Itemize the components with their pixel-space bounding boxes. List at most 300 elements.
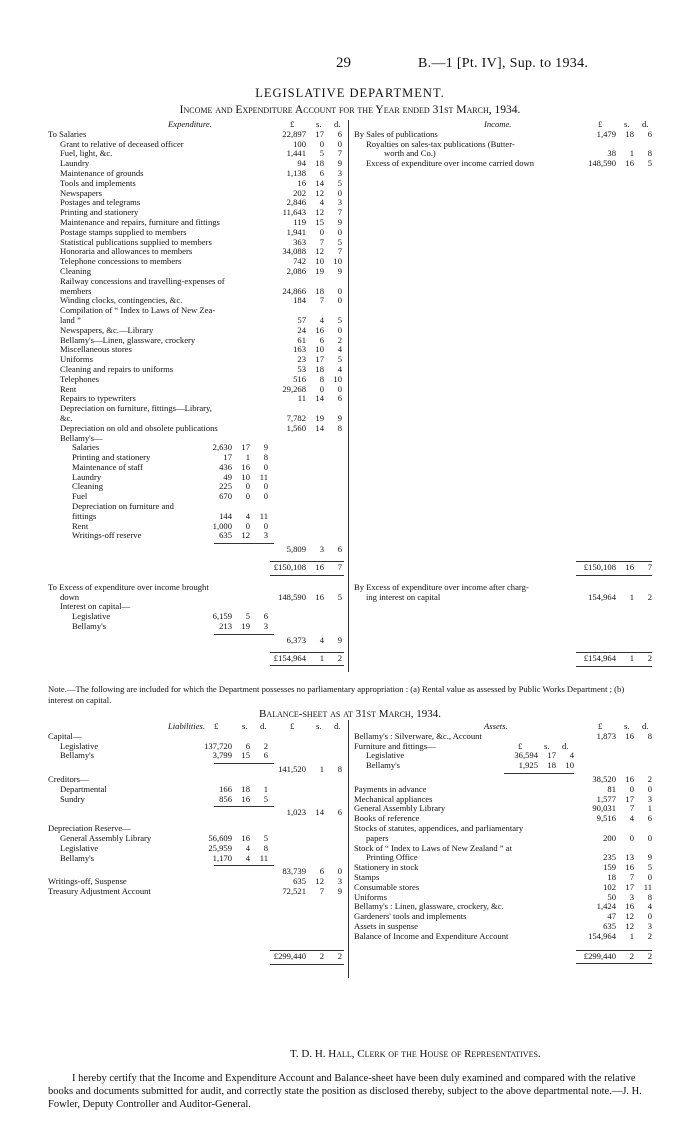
row-label: Treasury Adjustment Account bbox=[48, 885, 151, 896]
income-grand-rule-bottom bbox=[354, 664, 654, 668]
inner-amount-pounds: 25,959 bbox=[208, 842, 232, 853]
amount-pence: 7 bbox=[337, 148, 342, 159]
amount-pence: 8 bbox=[647, 891, 652, 902]
row-label: General Assembly Library bbox=[354, 803, 446, 814]
amount-pounds: £150,108 bbox=[273, 562, 306, 573]
row-label: papers bbox=[366, 832, 389, 843]
amount-pence: 0 bbox=[337, 187, 342, 198]
amount-pounds: 163 bbox=[293, 344, 306, 355]
amount-pounds: 53 bbox=[297, 363, 306, 374]
inner-amount-shillings: 19 bbox=[241, 621, 250, 632]
amount-pence: 0 bbox=[647, 911, 652, 922]
row-label: Payments in advance bbox=[354, 783, 427, 794]
amount-pence: 8 bbox=[337, 764, 342, 775]
inner-amount-pounds: 6,159 bbox=[212, 611, 232, 622]
amount-pounds: 154,964 bbox=[588, 591, 616, 602]
amount-pounds: 94 bbox=[297, 158, 306, 169]
amount-shillings: 18 bbox=[315, 363, 324, 374]
page-number: 29 bbox=[336, 55, 351, 71]
amount-shillings: 3 bbox=[319, 544, 324, 555]
inner-amount-shillings: 17 bbox=[547, 750, 556, 761]
inner-amount-pounds: 3,799 bbox=[212, 750, 232, 761]
row-label: Depreciation on furniture, fittings—Library, bbox=[60, 403, 212, 414]
income-excess-value-row bbox=[354, 593, 654, 603]
amount-pounds: 1,138 bbox=[286, 167, 306, 178]
rule-line bbox=[576, 963, 652, 964]
amount-shillings: 14 bbox=[315, 177, 324, 188]
row-label: Maintenance and repairs, furniture and fittings bbox=[60, 216, 220, 227]
amount-pence: 2 bbox=[647, 773, 652, 784]
capital-row bbox=[48, 751, 344, 761]
row-label: Tools and implements bbox=[60, 177, 136, 188]
amount-pounds: 24,866 bbox=[282, 285, 306, 296]
inner-amount-pounds: 56,609 bbox=[208, 832, 232, 843]
amount-shillings: 17 bbox=[625, 881, 634, 892]
row-label: Grant to relative of deceased officer bbox=[60, 138, 184, 149]
department-title: LEGISLATIVE DEPARTMENT. bbox=[255, 86, 445, 100]
amount-shillings: 17 bbox=[625, 793, 634, 804]
amount-pounds: 363 bbox=[293, 236, 306, 247]
amount-shillings: 1 bbox=[319, 764, 324, 775]
expenditure-column bbox=[48, 120, 344, 667]
amount-pence: 0 bbox=[337, 226, 342, 237]
row-label: Repairs to typewriters bbox=[60, 393, 136, 404]
inner-amount-pence: 4 bbox=[569, 750, 574, 761]
bellamys-row bbox=[48, 512, 344, 522]
amount-pence: 10 bbox=[333, 373, 342, 384]
amount-shillings: 1 bbox=[629, 930, 634, 941]
amount-pounds: 202 bbox=[293, 187, 306, 198]
amount-pence: 9 bbox=[337, 216, 342, 227]
rule-line bbox=[576, 575, 652, 576]
amount-shillings: 0 bbox=[319, 138, 324, 149]
amount-shillings: 7 bbox=[629, 803, 634, 814]
row-label: Cleaning bbox=[60, 265, 92, 276]
amount-shillings: 12 bbox=[315, 246, 324, 257]
amount-shillings: 4 bbox=[319, 197, 324, 208]
row-label: Bellamy's bbox=[72, 621, 107, 632]
inner-amount-shillings: 6 bbox=[245, 740, 250, 751]
amount-pounds: 2,086 bbox=[286, 265, 306, 276]
row-label: Maintenance of grounds bbox=[60, 167, 144, 178]
inner-amount-pounds: 17 bbox=[223, 452, 232, 463]
inner-amount-pence: 0 bbox=[263, 491, 268, 502]
rule-line bbox=[270, 964, 344, 965]
amount-pence: 9 bbox=[647, 852, 652, 863]
amount-pence: 0 bbox=[337, 295, 342, 306]
row-label: Stamps bbox=[354, 871, 380, 882]
amount-shillings: 0 bbox=[319, 383, 324, 394]
amount-pounds: £150,108 bbox=[583, 562, 616, 573]
amount-pounds: 90,031 bbox=[592, 803, 616, 814]
balance-divider bbox=[348, 720, 349, 978]
grand-total-rule-bottom bbox=[48, 663, 344, 667]
row-label: Salaries bbox=[72, 442, 100, 453]
row-label: Fuel bbox=[72, 491, 88, 502]
amount-shillings: 1 bbox=[629, 652, 634, 663]
amount-pence: 9 bbox=[337, 412, 342, 423]
amount-pence: 2 bbox=[647, 930, 652, 941]
amount-pounds: 11 bbox=[297, 393, 306, 404]
amount-pounds: 57 bbox=[297, 314, 306, 325]
row-label: Statistical publications supplied to members bbox=[60, 236, 212, 247]
income-total-row bbox=[354, 563, 654, 573]
account-title: Income and Expenditure Account for the Year ended 31st March, 1934. bbox=[179, 104, 521, 116]
currency-pounds: £ bbox=[598, 721, 603, 731]
liabilities-heading-row bbox=[48, 722, 344, 732]
amount-pounds: 2,846 bbox=[286, 197, 306, 208]
inner-amount-pence: 9 bbox=[263, 442, 268, 453]
amount-pounds: 9,516 bbox=[596, 813, 616, 824]
inner-amount-pounds: 2,630 bbox=[212, 442, 232, 453]
amount-shillings: 7 bbox=[319, 236, 324, 247]
amount-pence: 6 bbox=[337, 807, 342, 818]
asset-row bbox=[354, 932, 654, 942]
amount-pence: 2 bbox=[647, 652, 652, 663]
amount-pounds: £299,440 bbox=[273, 950, 306, 961]
row-label: Newspapers bbox=[60, 187, 102, 198]
amount-pence: 2 bbox=[337, 950, 342, 961]
row-label: Uniforms bbox=[60, 354, 93, 365]
row-label: Railway concessions and travelling-expenses of bbox=[60, 275, 225, 286]
inner-amount-pence: 1 bbox=[263, 783, 268, 794]
inner-amount-shillings: 17 bbox=[241, 442, 250, 453]
row-label: Cleaning and repairs to uniforms bbox=[60, 363, 174, 374]
interest-total-row bbox=[48, 636, 344, 646]
amount-pence: 2 bbox=[337, 334, 342, 345]
amount-shillings: 12 bbox=[315, 187, 324, 198]
amount-shillings: 6 bbox=[319, 334, 324, 345]
row-label: Legislative bbox=[60, 842, 99, 853]
amount-pence: 0 bbox=[337, 138, 342, 149]
income-row bbox=[354, 159, 654, 169]
amount-pence: 1 bbox=[647, 803, 652, 814]
amount-pounds: 1,560 bbox=[286, 422, 306, 433]
amount-shillings: 16 bbox=[625, 773, 634, 784]
amount-pence: 3 bbox=[337, 876, 342, 887]
currency-shillings: s. bbox=[316, 119, 322, 129]
amount-pounds: 159 bbox=[603, 862, 616, 873]
inner-amount-pence: 8 bbox=[263, 842, 268, 853]
amount-pounds: 23 bbox=[297, 354, 306, 365]
inner-amount-shillings: 0 bbox=[245, 491, 250, 502]
row-label: Sundry bbox=[60, 793, 85, 804]
amount-shillings: 16 bbox=[315, 562, 324, 573]
amount-pounds: 1,941 bbox=[286, 226, 306, 237]
row-label: Laundry bbox=[60, 158, 90, 169]
row-label: Consumable stores bbox=[354, 881, 420, 892]
inner-amount-pounds: 49 bbox=[223, 471, 232, 482]
amount-pounds: 102 bbox=[603, 881, 616, 892]
amount-shillings: 12 bbox=[315, 207, 324, 218]
row-label: Bellamy's— bbox=[60, 432, 103, 443]
spacer bbox=[48, 897, 344, 948]
row-label: Bellamy's—Linen, glassware, crockery bbox=[60, 334, 196, 345]
amount-pounds: 5,809 bbox=[286, 544, 306, 555]
row-label: Postage stamps supplied to members bbox=[60, 226, 187, 237]
inner-amount-pounds: 213 bbox=[219, 621, 232, 632]
amount-shillings: 18 bbox=[625, 128, 634, 139]
treasury-row bbox=[48, 887, 344, 897]
row-label: Laundry bbox=[72, 471, 102, 482]
row-label: Postages and telegrams bbox=[60, 197, 141, 208]
amount-shillings: 2 bbox=[629, 950, 634, 961]
amount-pounds: 1,023 bbox=[286, 807, 306, 818]
row-label: down bbox=[60, 591, 80, 602]
inner-amount-pounds: 670 bbox=[219, 491, 232, 502]
amount-shillings: 16 bbox=[315, 591, 324, 602]
amount-shillings: 12 bbox=[625, 911, 634, 922]
amount-pounds: 72,521 bbox=[282, 885, 306, 896]
inner-amount-shillings: 4 bbox=[245, 842, 250, 853]
inner-amount-shillings: 4 bbox=[245, 510, 250, 521]
amount-pence: 0 bbox=[647, 871, 652, 882]
amount-pence: 5 bbox=[647, 862, 652, 873]
amount-pounds: 141,520 bbox=[278, 764, 306, 775]
amount-shillings: 16 bbox=[625, 862, 634, 873]
amount-pence: 5 bbox=[647, 158, 652, 169]
inner-amount-pence: 11 bbox=[259, 852, 268, 863]
amount-shillings: 15 bbox=[315, 216, 324, 227]
amount-pence: 10 bbox=[333, 256, 342, 267]
amount-shillings: 17 bbox=[315, 354, 324, 365]
currency-pence: d. bbox=[334, 119, 341, 129]
row-label: Writings-off, Suspense bbox=[48, 876, 127, 887]
inner-amount-pence: 3 bbox=[263, 621, 268, 632]
account-divider bbox=[348, 120, 349, 672]
row-label: Bellamy's bbox=[366, 760, 401, 771]
inner-amount-pounds: 144 bbox=[219, 510, 232, 521]
amount-pounds: 47 bbox=[607, 911, 616, 922]
inner-amount-pounds: 166 bbox=[219, 783, 232, 794]
amount-pence: 9 bbox=[337, 265, 342, 276]
inner-amount-pounds: 1,000 bbox=[212, 520, 232, 531]
inner-amount-pounds: 225 bbox=[219, 481, 232, 492]
currency-shillings: s. bbox=[624, 721, 630, 731]
rule-line bbox=[214, 543, 274, 544]
row-label: Writings-off reserve bbox=[72, 530, 142, 541]
amount-pounds: 61 bbox=[297, 334, 306, 345]
amount-pence: 5 bbox=[337, 314, 342, 325]
inner-amount-shillings: 15 bbox=[241, 750, 250, 761]
row-label: Mechanical appliances bbox=[354, 793, 433, 804]
amount-shillings: 1 bbox=[629, 591, 634, 602]
inner-amount-pence: 5 bbox=[263, 793, 268, 804]
amount-shillings: 0 bbox=[629, 832, 634, 843]
row-label: Telephones bbox=[60, 373, 100, 384]
inner-amount-pounds: 1,170 bbox=[212, 852, 232, 863]
row-label: Legislative bbox=[366, 750, 405, 761]
amount-pounds: £154,964 bbox=[273, 652, 306, 663]
row-label: Miscellaneous stores bbox=[60, 344, 132, 355]
amount-pence: 3 bbox=[337, 167, 342, 178]
expenditure-heading: Expenditure. bbox=[168, 119, 212, 129]
liabilities-total-rule-bottom bbox=[48, 962, 344, 966]
row-label: &c. bbox=[60, 412, 73, 423]
row-label: Legislative bbox=[60, 740, 99, 751]
amount-pence: 0 bbox=[337, 324, 342, 335]
amount-pounds: 148,590 bbox=[588, 158, 616, 169]
liabilities-total-row bbox=[48, 952, 344, 962]
amount-pence: 6 bbox=[337, 544, 342, 555]
inner-amount-pence: 11 bbox=[259, 510, 268, 521]
amount-shillings: 6 bbox=[319, 866, 324, 877]
row-label: members bbox=[60, 285, 92, 296]
row-label: Bellamy's bbox=[60, 750, 95, 761]
row-label: Bellamy's bbox=[60, 852, 95, 863]
amount-pence: 2 bbox=[337, 652, 342, 663]
currency-pounds: £ bbox=[598, 119, 603, 129]
inner-amount-pence: 11 bbox=[259, 471, 268, 482]
inner-amount-pence: 0 bbox=[263, 520, 268, 531]
row-label: Rent bbox=[60, 383, 77, 394]
amount-pence: 7 bbox=[647, 562, 652, 573]
row-label: Cleaning bbox=[72, 481, 104, 492]
amount-pounds: 1,479 bbox=[596, 128, 616, 139]
row-label: Compilation of “ Index to Laws of New Zea- bbox=[60, 305, 216, 316]
amount-pounds: 184 bbox=[293, 295, 306, 306]
amount-shillings: 4 bbox=[319, 634, 324, 645]
amount-shillings: 14 bbox=[315, 422, 324, 433]
amount-shillings: 4 bbox=[319, 314, 324, 325]
expenditure-total-row bbox=[48, 563, 344, 573]
row-label: Furniture and fittings— bbox=[354, 740, 436, 751]
amount-pounds: 29,268 bbox=[282, 383, 306, 394]
row-label: Depreciation on furniture and bbox=[72, 501, 174, 512]
document-reference: B.—1 [Pt. IV], Sup. to 1934. bbox=[418, 56, 589, 71]
currency-shillings: s. bbox=[316, 721, 322, 731]
inner-amount-pence: 10 bbox=[565, 760, 574, 771]
income-column bbox=[354, 120, 654, 668]
rule-line bbox=[270, 665, 344, 666]
row-label: By Excess of expenditure over income after charg- bbox=[354, 581, 529, 592]
amount-shillings: 16 bbox=[315, 324, 324, 335]
inner-amount-shillings: 5 bbox=[245, 611, 250, 622]
inner-amount-pounds: 1,925 bbox=[518, 760, 538, 771]
amount-pounds: 11,643 bbox=[282, 207, 306, 218]
creditors-total-row bbox=[48, 808, 344, 818]
expenditure-total-rule-bottom bbox=[48, 573, 344, 577]
amount-pounds: 1,424 bbox=[596, 901, 616, 912]
row-label: Printing Office bbox=[366, 852, 418, 863]
amount-pence: 0 bbox=[337, 285, 342, 296]
bellamys-row bbox=[48, 482, 344, 492]
currency-pence: d. bbox=[642, 119, 649, 129]
amount-pence: 11 bbox=[643, 881, 652, 892]
creditors-row bbox=[48, 785, 344, 795]
rule-line bbox=[576, 666, 652, 667]
row-label: land ” bbox=[60, 314, 81, 325]
amount-pounds: 34,088 bbox=[282, 246, 306, 257]
amount-shillings: 0 bbox=[319, 226, 324, 237]
capital-total-row bbox=[48, 765, 344, 775]
row-label: Depreciation on old and obsolete publications bbox=[60, 422, 218, 433]
row-label: General Assembly Library bbox=[60, 832, 152, 843]
amount-shillings: 19 bbox=[315, 412, 324, 423]
amount-pence: 9 bbox=[337, 634, 342, 645]
amount-pounds: 635 bbox=[293, 876, 306, 887]
rule-line bbox=[504, 773, 574, 774]
inner-amount-pounds: 36,594 bbox=[514, 750, 538, 761]
amount-pence: 6 bbox=[337, 128, 342, 139]
amount-pence: 3 bbox=[337, 197, 342, 208]
row-label: By Sales of publications bbox=[354, 128, 438, 139]
amount-pounds: 635 bbox=[603, 920, 616, 931]
amount-pounds: 154,964 bbox=[588, 930, 616, 941]
amount-pounds: 1,873 bbox=[596, 730, 616, 741]
row-label: Gardeners' tools and implements bbox=[354, 911, 467, 922]
inner-amount-pence: 8 bbox=[263, 452, 268, 463]
rule-line bbox=[214, 763, 274, 764]
income-heading: Income. bbox=[484, 119, 512, 129]
bellamys-total-row bbox=[48, 545, 344, 555]
amount-pence: 0 bbox=[647, 783, 652, 794]
amount-pounds: 1,441 bbox=[286, 148, 306, 159]
amount-pounds: 7,782 bbox=[286, 412, 306, 423]
row-label: Books of reference bbox=[354, 813, 420, 824]
assets-heading: Assets. bbox=[484, 721, 508, 731]
row-label: Stocks of statutes, appendices, and parliamentary bbox=[354, 822, 524, 833]
amount-shillings: 12 bbox=[625, 920, 634, 931]
liabilities-heading: Liabilities. bbox=[168, 721, 206, 731]
amount-pounds: 38 bbox=[607, 148, 616, 159]
amount-shillings: 14 bbox=[315, 393, 324, 404]
currency-pounds: £ bbox=[518, 740, 523, 751]
inner-amount-pence: 0 bbox=[263, 461, 268, 472]
amount-pounds: 1,577 bbox=[596, 793, 616, 804]
amount-shillings: 2 bbox=[319, 950, 324, 961]
furniture-row bbox=[354, 761, 654, 771]
amount-pounds: 38,520 bbox=[592, 773, 616, 784]
row-label: Newspapers, &c.—Library bbox=[60, 324, 154, 335]
amount-pence: 8 bbox=[647, 730, 652, 741]
inner-amount-pence: 3 bbox=[263, 530, 268, 541]
inner-amount-pounds: 635 bbox=[219, 530, 232, 541]
inner-amount-pounds: 137,720 bbox=[204, 740, 232, 751]
amount-pence: 4 bbox=[647, 901, 652, 912]
amount-shillings: 6 bbox=[319, 167, 324, 178]
amount-pounds: 119 bbox=[293, 216, 306, 227]
inner-amount-shillings: 18 bbox=[241, 783, 250, 794]
rule-line bbox=[214, 806, 274, 807]
assets-total-rule-bottom bbox=[354, 961, 654, 965]
amount-shillings: 18 bbox=[315, 158, 324, 169]
row-label: Creditors— bbox=[48, 773, 89, 784]
currency-shillings: s. bbox=[624, 119, 630, 129]
row-label: Fuel, light, &c. bbox=[60, 148, 113, 159]
currency-pence: d. bbox=[562, 740, 569, 751]
amount-pounds: 16 bbox=[297, 177, 306, 188]
row-label: ing interest on capital bbox=[366, 591, 441, 602]
grand-total-row bbox=[48, 654, 344, 664]
rule-line bbox=[214, 634, 274, 635]
inner-amount-pence: 6 bbox=[263, 750, 268, 761]
amount-shillings: 7 bbox=[629, 871, 634, 882]
row-label: Legislative bbox=[72, 611, 111, 622]
amount-shillings: 19 bbox=[315, 265, 324, 276]
amount-pence: 3 bbox=[647, 920, 652, 931]
row-label: Printing and stationery bbox=[60, 207, 139, 218]
amount-pence: 6 bbox=[337, 393, 342, 404]
amount-shillings: 17 bbox=[315, 128, 324, 139]
rule-line bbox=[270, 575, 344, 576]
spacer bbox=[354, 169, 654, 559]
inner-amount-shillings: 18 bbox=[547, 760, 556, 771]
amount-pence: 0 bbox=[337, 866, 342, 877]
inner-amount-shillings: 16 bbox=[241, 461, 250, 472]
row-label: Balance of Income and Expenditure Account bbox=[354, 930, 509, 941]
amount-shillings: 16 bbox=[625, 901, 634, 912]
